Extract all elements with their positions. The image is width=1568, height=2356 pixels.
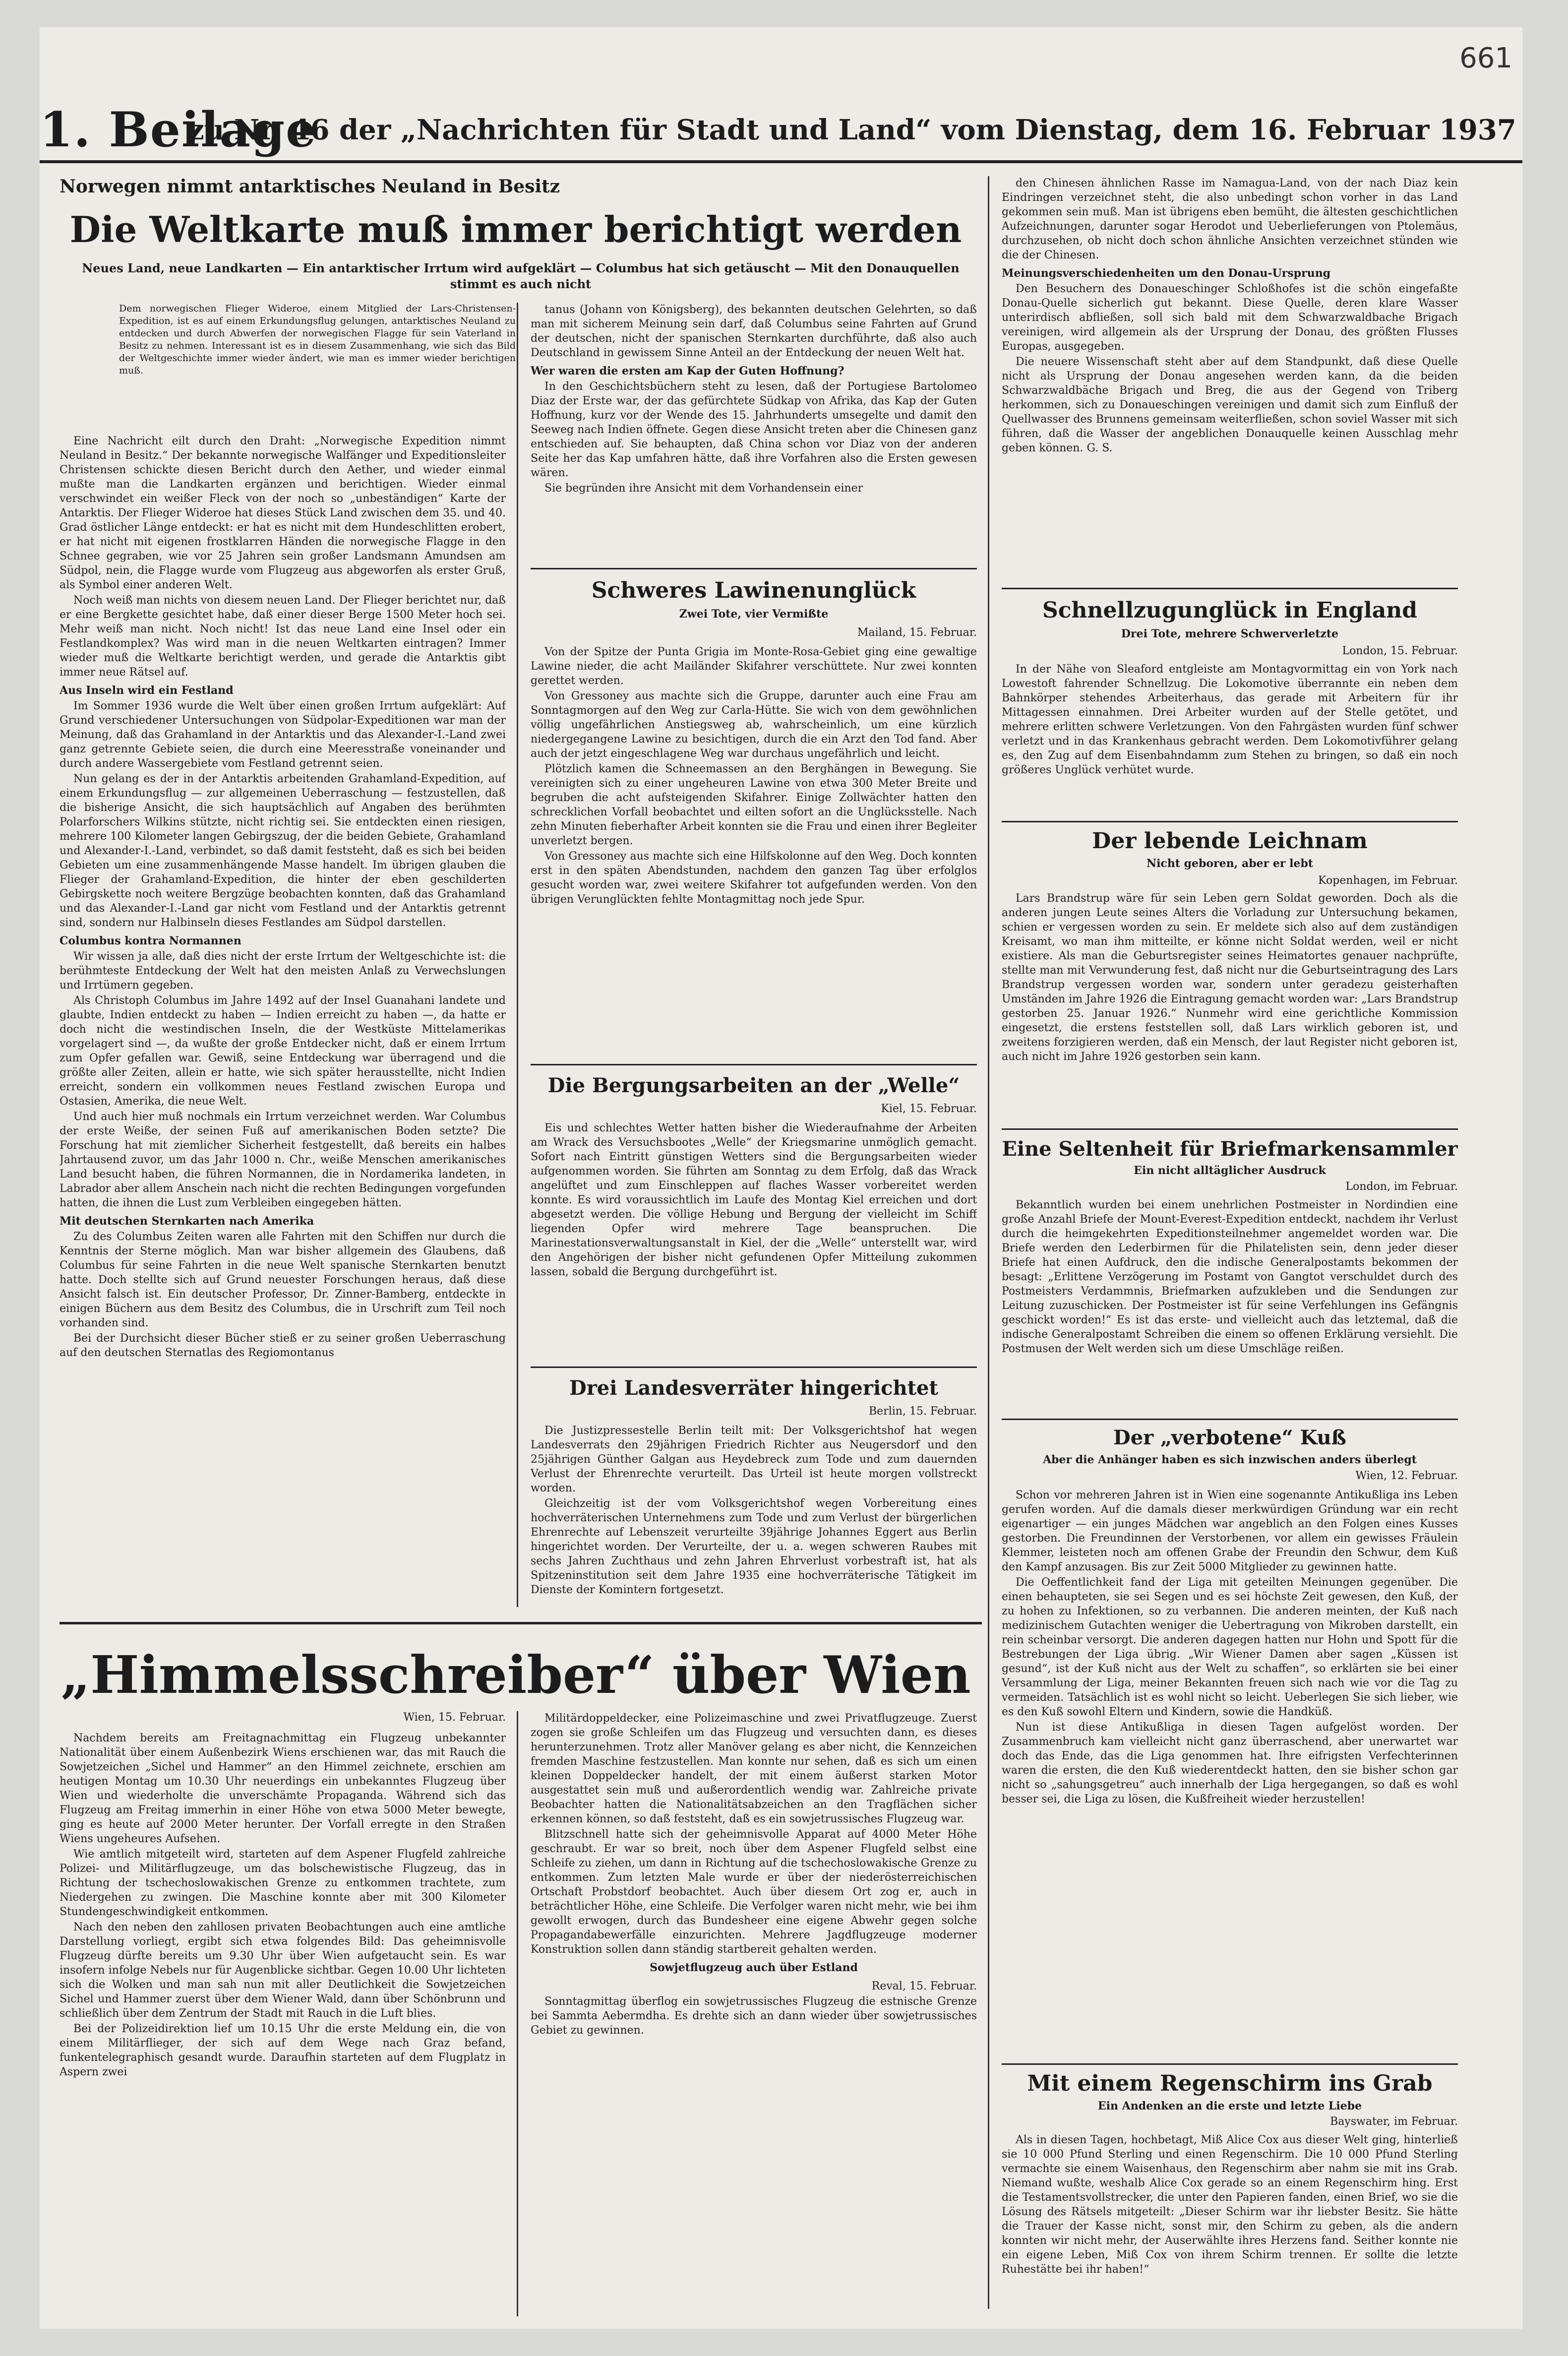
article9-headline: Mit einem Regenschirm ins Grab — [1027, 2071, 1433, 2096]
paragraph: Zu des Columbus Zeiten waren alle Fahrten mit den Schiffen nur durch die Kenntnis der Sterne möglich. Man war bisher allgemein des Glaubens, daß Columbus für seine Fahrten in die neue Welt spanische Sternkarten benutzt hatte. Doch stellte sich auf Grund neuester Forschungen heraus, daß diese Ansicht falsch ist. Ein deutscher Professor, Dr. Zinner-Bamberg, entdeckte in einigen Büchern aus dem Besitz des Columbus, die in Urschrift zum Teil noch vorhanden sind. — [60, 1231, 506, 1329]
paragraph: Eis und schlechtes Wetter hatten bisher die Wiederaufnahme der Arbeiten am Wrack des Versuchsbootes „Welle“ der Kriegsmarine unmöglich gemacht. Sofort nach Eintritt günstigen Wetters sind die Bergungsarbeiten wieder aufgenommen worden. Sie führten am Sonntag zu dem Erfolg, daß das Wrack angelüftet und zum Einschleppen auf flaches Wasser vorbereitet werden konnte. Es wird voraussichtlich im Laufe des Montag Kiel erreichen und dort abgesetzt werden. Die völlige Hebung und Bergung der vielleicht im Schiff liegenden Opfer wird mehrere Tage beanspruchen. Die Marinestationsverwaltungsanstalt in Kiel, der die „Welle“ unterstellt war, wird den Angehörigen der bisher nicht gefundenen Opfer Mitteilung zukommen lassen, sobald die Bergung durchgeführt ist. — [531, 1122, 977, 1278]
article3-headline: Die Bergungsarbeiten an der „Welle“ — [547, 1074, 960, 1097]
paragraph: Wir wissen ja alle, daß dies nicht der erste Irrtum der Weltgeschichte ist: die berühmteste Entdeckung der Welt hat den meisten Anlaß zu Verwechslungen und Irrtümern gegeben. — [60, 950, 506, 992]
article-separator — [1002, 1128, 1458, 1130]
article1-intro: Dem norwegischen Flieger Wideroe, einem Mitglied der Lars-Christensen-Expedition, ist es auf einem Erkundungsflug gelungen, antarktisches Neuland zu entdecken und durch Abwerfen der norwegischen Flagge für sein Vaterland in Besitz zu nehmen. Interessant ist es in diesem Zusammenhang, wie sich das Bild der Weltgeschichte immer wieder ändert, wie man es immer wieder berichtigen muß. — [119, 303, 516, 376]
article-separator — [531, 568, 977, 569]
paragraph: Reval, 15. Februar. — [871, 1980, 977, 1992]
paragraph: Die neuere Wissenschaft steht aber auf dem Standpunkt, daß diese Quelle nicht als Ursprung der Donau angesehen werden kann, da die beiden Schwarzwaldbäche Brigach und Breg, die aus der Gegend von Triberg herkommen, sich zu Donaueschingen vereinigen und damit sich zum Einfluß der Quellwasser des Brunnens gemeinsam weiterfließen, schon soviel Wasser mit sich führen, daß die Wasser der angeblichen Donauquelle keinen Ausschlag mehr geben können. G. S. — [1002, 356, 1458, 454]
paragraph: tanus (Johann von Königsberg), des bekannten deutschen Gelehrten, so daß man mit sicherem Meinung sein darf, daß Columbus seine Fahrten auf Grund der deutschen, nicht der spanischen Sternkarten durchführte, daß also auch Deutschland in gewissem Sinne Anteil an der Entdeckung der neuen Welt hat. — [531, 304, 977, 359]
article5-headline: Schnellzugunglück in England — [1042, 598, 1418, 623]
column-divider — [517, 1711, 518, 2316]
paragraph: Meinungsverschiedenheiten um den Donau-Ursprung — [1002, 267, 1331, 280]
article2-headline: Schweres Lawinenunglück — [591, 578, 916, 603]
article1-deck: Neues Land, neue Landkarten — Ein antarktischer Irrtum wird aufgeklärt — Columbus hat sich getäuscht — Mit den Donauquellen stimmt es auch nicht — [82, 261, 960, 291]
paragraph: Bei der Polizeidirektion lief um 10.15 Uhr die erste Meldung ein, die von einem Militärflieger, der sich auf dem Wege nach Graz befand, funkentelegraphisch gesandt wurde. Daraufhin starteten auf dem Flugplatz in Aspern zwei — [60, 2023, 506, 2078]
paragraph: Eine Nachricht eilt durch den Draht: „Norwegische Expedition nimmt Neuland in Besitz.“ Der bekannte norwegische Walfänger und Expeditionsleiter Christensen schickte diesen Bericht durch den Aether, und wieder einmal mußte man die Landkarten ergänzen und berichtigen. Wieder einmal verschwindet ein weißer Fleck von der noch so „unbeständigen“ Karte der Antarktis. Der Flieger Wideroe hat dieses Stück Land zwischen dem 35. und 40. Grad östlicher Länge entdeckt: er hat es nicht mit dem Hundeschlitten erobert, er hat nicht mit eigenen frostklarren Händen die norwegische Flagge in den Schnee gegraben, wie vor 25 Jahren sein großer Landsmann Amundsen am Südpol, nein, die Flagge wurde vom Flugzeug aus abgeworfen als erster Gruß, als Symbol einer anderen Welt. — [60, 435, 506, 591]
paragraph: Bei der Durchsicht dieser Bücher stieß er zu seiner großen Ueberraschung auf den deutschen Sternatlas des Regiomontanus — [60, 1332, 506, 1359]
article4-body — [531, 1424, 977, 1607]
paragraph: Von Gressoney aus machte sich eine Hilfskolonne auf den Weg. Doch konnten erst in den späten Abendstunden, nachdem den ganzen Tag über erfolglos gesucht worden war, zwei weitere Skifahrer tot aufgefunden werden. Von den übrigen Verunglückten fehlte Montagmittag noch jede Spur. — [531, 850, 977, 906]
article3-dateline: Kiel, 15. Februar. — [881, 1103, 977, 1115]
article10-dateline: Wien, 15. Februar. — [403, 1711, 506, 1724]
masthead-rule — [40, 160, 1522, 163]
paragraph: Sonntagmittag überflog ein sowjetrussisches Flugzeug die estnische Grenze bei Sammta Aebermdha. Es drehte sich an dann wieder über sowjetrussisches Gebiet zu gewinnen. — [531, 1995, 977, 2037]
paragraph: Nachdem bereits am Freitagnachmittag ein Flugzeug unbekannter Nationalität über einem Außenbezirk Wiens erschienen war, das mit Rauch die Sowjetzeichen „Sichel und Hammer“ an den Himmel zeichnete, erschien am heutigen Montag um 10.30 Uhr neuerdings ein unbekanntes Flugzeug über Wien und wiederholte die unverschämte Propaganda. Während sich das Flugzeug am Freitag immerhin in einer Höhe von etwa 5000 Meter bewegte, ging es heute auf 2000 Meter herunter. Der Vorfall erregte in den Straßen Wiens ungeheures Aufsehen. — [60, 1732, 506, 1845]
paragraph: Nun ist diese Antikußliga in diesen Tagen aufgelöst worden. Der Zusammenbruch kam vielleicht nicht ganz überraschend, aber unerwartet war doch das Ende, das die Liga genommen hat. Ihre eifrigsten Verfechterinnen waren die ersten, die den Kuß wiederentdeckt hatten, den sie bisher schon gar nicht so „sahungsgetreu“ auch innerhalb der Liga hergegangen, so daß es wohl besser sei, die Liga zu lösen, die Kußfreiheit wieder herzustellen! — [1002, 1721, 1458, 1805]
article9-body — [1002, 2133, 1458, 2316]
paragraph: den Chinesen ähnlichen Rasse im Namagua-Land, von der nach Diaz kein Eindringen verzeichnet steht, die also unbedingt schon vorher in das Land gekommen sein muß. Man ist übrigens eben bemüht, die ältesten geschichtlichen Aufzeichnungen, darunter sogar Herodot und Ueberlieferungen von Ptolemäus, durchzusehen, ob nicht doch schon ähnliche Ansichten verzeichnet stünden wie die der Chinesen. — [1002, 177, 1458, 261]
page-number: 661 — [1459, 42, 1512, 74]
paragraph: Mit deutschen Sternkarten nach Amerika — [60, 1215, 314, 1228]
paragraph: In den Geschichtsbüchern steht zu lesen, daß der Portugiese Bartolomeo Diaz der Erste war, der das gefürchtete Südkap von Afrika, das Kap der Guten Hoffnung, kurz vor der Wende des 15. Jahrhunderts umsegelte und damit den Seeweg nach Indien öffnete. Gegen diese Ansicht treten aber die Chinesen ganz entschieden auf. Sie behaupten, daß China schon vor Diaz von der anderen Seite her das Kap umfahren hätte, daß ihre Vorfahren also die Ersten gewesen wären. — [531, 380, 977, 479]
paragraph: Und auch hier muß nochmals ein Irrtum verzeichnet werden. War Columbus der erste Weiße, der seinen Fuß auf amerikanischen Boden setzte? Die Forschung hat mit ziemlicher Sicherheit festgestellt, daß bereits ein halbes Jahrtausend zuvor, um das Jahr 1000 n. Chr., weiße Menschen amerikanisches Land besucht haben, die führen Normannen, die in Nordamerika landeten, in Labrador aber allem Anschein nach nicht die rechten Bedingungen vorgefunden hatten, die ihnen die Lust zum Verbleiben eingegeben hätten. — [60, 1111, 506, 1209]
paragraph: Plötzlich kamen die Schneemassen an den Berghängen in Bewegung. Sie vereinigten sich zu einer ungeheuren Lawine von etwa 300 Meter Breite und begruben die acht aufsteigenden Skifahrer. Einige Zollwächter hatten den schrecklichen Vorfall beobachtet und eilten sofort an die Unglücksstelle. Nach zehn Minuten fieberhafter Arbeit konnten sie die Frau und einen ihrer Begleiter unverletzt bergen. — [531, 763, 977, 847]
article4-headline: Drei Landesverräter hingerichtet — [569, 1376, 938, 1400]
article6-subheadline: Nicht geboren, aber er lebt — [1146, 857, 1314, 870]
article-separator — [1002, 2063, 1458, 2065]
article-separator — [60, 1622, 982, 1624]
article1-kicker: Norwegen nimmt antarktisches Neuland in Besitz — [60, 176, 560, 197]
article6-dateline: Kopenhagen, im Februar. — [1318, 874, 1458, 887]
article10-headline: „Himmelsschreiber“ über Wien — [60, 1644, 971, 1705]
paragraph: Columbus kontra Normannen — [60, 934, 241, 947]
article8-headline: Der „verbotene“ Kuß — [1113, 1426, 1346, 1449]
masthead-beilage: 1. Beilage — [40, 102, 317, 158]
article8-subheadline: Aber die Anhänger haben es sich inzwischen anders überlegt — [1043, 1453, 1417, 1466]
article2-body — [531, 645, 977, 1056]
article10-column-1 — [60, 1731, 506, 2316]
article1-headline: Die Weltkarte muß immer berichtigt werden — [69, 208, 962, 250]
paragraph: Sie begründen ihre Ansicht mit dem Vorhandensein einer — [544, 482, 863, 495]
paragraph: Von der Spitze der Punta Grigia im Monte-Rosa-Gebiet ging eine gewaltige Lawine nieder, die acht Mailänder Skifahrer verschüttete. Nur zwei konnten gerettet werden. — [531, 646, 977, 687]
article-separator — [1002, 588, 1458, 589]
paragraph: Blitzschnell hatte sich der geheimnisvolle Apparat auf 4000 Meter Höhe geschraubt. Er war so breit, noch über dem Aspener Flugfeld selbst eine Schleife zu ziehen, um dann in Richtung auf die tschechoslowakische Grenze zu entkommen. Zum letzten Male wurde er über der niederösterreichischen Ortschaft Probstdorf beobachtet. Auch über diesem Ort zog er, auch in beträchtlicher Höhe, eine Schleife. Die Verfolger waren nicht mehr, wie bei ihm gewollt erwogen, durch das Bundesheer eine eigene Abwehr gegen solche Propagandabewerfälle einzurichten. Mehrere Jagdflugzeuge moderner Konstruktion sollen dann ständig startbereit gehalten werden. — [531, 1828, 977, 1956]
article3-body — [531, 1121, 977, 1359]
paragraph: Aus Inseln wird ein Festland — [60, 684, 234, 697]
article5-dateline: London, 15. Februar. — [1342, 645, 1458, 657]
article8-body — [1002, 1488, 1458, 2058]
paragraph: Von Gressoney aus machte sich die Gruppe, darunter auch eine Frau am Sonntagmorgen auf den Weg zur Carla-Hütte. Sie wich von dem gewöhnlichen völlig ungefährlichen Anstiegsweg ab, wahrscheinlich, um eine kürzlich niedergegangene Lawine zu besichtigen, durch die ein Arzt den Tod fand. Aber auch der jetzt eingeschlagene Weg war durchaus ungefährlich und leicht. — [531, 690, 977, 760]
paragraph: Sowjetflugzeug auch über Estland — [650, 1961, 858, 1974]
column-divider — [517, 303, 518, 1607]
article-separator — [531, 1064, 977, 1065]
paragraph: Schon vor mehreren Jahren ist in Wien eine sogenannte Antikußliga ins Leben gerufen worden. Auf die damals dieser merkwürdigen Gründung war ein recht eigenartiger — ein junges Mädchen war angeblich an den Folgen eines Kusses gestorben. Die Freundinnen der Verstorbenen, vor allem ein gewisses Fräulein Klemmer, leisteten noch am offenen Grabe der Freundin den Schwur, dem Kuß den Kampf anzusagen. Bis zur Zeit 5000 Mitglieder zu gewinnen hatte. — [1002, 1489, 1458, 1573]
article-separator — [1002, 821, 1458, 822]
article7-subheadline: Ein nicht alltäglicher Ausdruck — [1134, 1164, 1326, 1177]
paragraph: Wie amtlich mitgeteilt wird, starteten auf dem Aspener Flugfeld zahlreiche Polizei- und Militärflugzeuge, um das bolschewistische Flugzeug, das in Richtung der tschechoslowakischen Grenze zu entkommen trachtete, zum Niedergehen zu zwingen. Die Maschine konnte aber mit 300 Kilometer Stundengeschwindigkeit entkommen. — [60, 1848, 506, 1918]
article2-subheadline: Zwei Tote, vier Vermißte — [679, 608, 829, 620]
article1-column-2 — [531, 303, 977, 551]
column-divider — [988, 176, 989, 2309]
paragraph: Noch weiß man nichts von diesem neuen Land. Der Flieger berichtet nur, daß er eine Bergkette gesichtet habe, daß einer dieser Berge 1500 Meter hoch sei. Mehr weiß man nicht. Noch nicht! Ist das neue Land eine Insel oder ein Festlandkomplex? Was wird man in die neuen Weltkarten eintragen? Immer wieder muß die Weltkarte berichtigt werden, und gerade die Antarktis gibt immer neue Rätsel auf. — [60, 594, 506, 679]
paragraph: Den Besuchern des Donaueschinger Schloßhofes ist die schön eingefaßte Donau-Quelle sicherlich gut bekannt. Diese Quelle, deren klare Wasser unterirdisch abfließen, soll sich bald mit dem Schwarzwaldbache Brigach vereinigen, wird allgemein als der Ursprung der Donau, des größten Flusses Europas, ausgegeben. — [1002, 283, 1458, 353]
article6-headline: Der lebende Leichnam — [1092, 828, 1368, 854]
paragraph: Lars Brandstrup wäre für sein Leben gern Soldat geworden. Doch als die anderen jungen Leute seines Alters die Vorladung zur Untersuchung bekamen, schien er vergessen worden zu sein. Er meldete sich also auf dem zuständigen Kreisamt, wo man ihm mitteilte, er könne nicht Soldat werden, weil er nicht existiere. Als man die Geburtsregister seines Heimatortes genauer nachprüfte, stellte man mit Verwunderung fest, daß nicht nur die Geburtseintragung des Lars Brandstrup vergessen worden war, sondern unter geradezu geisterhaften Umständen im Jahre 1926 die Eintragung gemacht worden war: „Lars Brandstrup gestorben 25. Januar 1926.“ Nunmehr wird eine gerichtliche Kommission eingesetzt, die erstens feststellen soll, daß Lars wirklich geboren ist, und zweitens forzigieren werden, daß ein Mensch, der laut Register nicht geboren ist, auch nicht im Jahre 1926 gestorben sein kann. — [1002, 892, 1458, 1063]
article-separator — [1002, 1419, 1458, 1420]
paragraph: Militärdoppeldecker, eine Polizeimaschine und zwei Privatflugzeuge. Zuerst zogen sie große Schleifen um das Flugzeug und versuchten dann, es dieses herunterzunehmen. Trotz aller Manöver gelang es aber nicht, die Kennzeichen fremden Maschine festzustellen. Man konnte nur sehen, daß es sich um einen kleinen Doppeldecker handelt, der mit einem äußerst starken Motor ausgestattet sein muß und außerordentlich wendig war. Zahlreiche private Beobachter hatten die Nationalitätsabzeichen an den Tragflächen sicher erkennen können, so daß feststeht, daß es ein sowjetrussisches Flugzeug war. — [531, 1712, 977, 1825]
article9-subheadline: Ein Andenken an die erste und letzte Liebe — [1097, 2100, 1362, 2112]
article10-column-2 — [531, 1711, 977, 2316]
article7-dateline: London, im Februar. — [1345, 1180, 1458, 1193]
article7-body — [1002, 1198, 1458, 1416]
article4-dateline: Berlin, 15. Februar. — [869, 1405, 977, 1418]
newspaper-page — [40, 27, 1522, 2329]
masthead — [40, 102, 1522, 156]
paragraph: Die Oeffentlichkeit fand der Liga mit geteilten Meinungen gegenüber. Die einen behaupteten, sie sei Segen und es sei höchste Zeit gewesen, den Kuß, der zu hohen zu Infektionen, so zu verbannen. Die anderen meinten, der Kuß nach medizinischem Gutachten weniger die Uebertragung von Mikroben darstellt, ein rein scheinbar versorgt. Die anderen dagegen hatten nur Hohn und Spott für die Bestrebungen der Liga übrig. „Wir Wiener Damen aber sagen „Küssen ist gesund“, ist der Kuß nicht aus der Welt zu schaffen“, so erklärten sie bei einer Versammlung der Liga, meiner Bekannten freuen sich nach wie vor die Tag zu vermeiden. Tatsächlich ist es wohl nicht so leicht. Ueberlegen Sie sich lieber, wie es den Kuß sowohl Eltern und Kindern, sowie die Handküß. — [1002, 1576, 1458, 1718]
article1-column-3 — [1002, 176, 1458, 603]
article7-headline: Eine Seltenheit für Briefmarkensammler — [1002, 1137, 1458, 1161]
article5-body — [1002, 662, 1458, 816]
paragraph: Im Sommer 1936 wurde die Welt über einen großen Irrtum aufgeklärt: Auf Grund verschiedener Untersuchungen von Südpolar-Expeditionen war man der Meinung, daß das Grahamland in der Antarktis und das Alexander-I.-Land zwei ganz getrennte Gebiete seien, die durch eine Meeresstraße voneinander und durch andere Wassergebiete vom Festland getrennt seien. — [60, 700, 506, 770]
article1-column-1 — [60, 434, 506, 1605]
paragraph: In der Nähe von Sleaford entgleiste am Montagvormittag ein von York nach Lowestoft fahrender Schnellzug. Die Lokomotive überrannte ein neben dem Bahnkörper stehendes Arbeiterhaus, das gerade mit Arbeitern für ihr Mittagessen einnahmen. Drei Arbeiter wurden auf der Stelle getötet, und mehrere erlitten schwere Verletzungen. Von den Fahrgästen wurden fünf schwer verletzt und in das Krankenhaus gebracht werden. Dem Lokomotivführer gelang es, den Zug auf dem Eisenbahndamm zum Stehen zu bringen, so daß ein noch größeres Unglück verhütet wurde. — [1002, 663, 1458, 776]
article5-subheadline: Drei Tote, mehrere Schwerverletzte — [1121, 627, 1339, 640]
article6-body — [1002, 891, 1458, 1124]
paragraph: Als Christoph Columbus im Jahre 1492 auf der Insel Guanahani landete und glaubte, Indien entdeckt zu haben — Indien erreicht zu haben —, da hatte er doch nicht die westindischen Inseln, die der Westküste Mittelamerikas vorgelagert sind —, da wußte der große Entdecker nicht, daß er einem Irrtum zum Opfer gefallen war. Gewiß, seine Entdeckung war überragend und die größte aller Zeiten, allein er hatte, wie sich später herausstellte, nicht Indien erreicht, sondern ein vollkommen neues Festland zwischen Europa und Ostasien, Amerika, die neue Welt. — [60, 994, 506, 1108]
paragraph: Nun gelang es der in der Antarktis arbeitenden Grahamland-Expedition, auf einem Erkundungsflug — zur allgemeinen Ueberraschung — festzustellen, daß die bisherige Ansicht, die sich hauptsächlich auf Angaben des berühmten Polarforschers Wilkins stützte, nicht richtig sei. Sie entdeckten einen riesigen, mehrere 100 Kilometer langen Gebirgszug, der die beiden Gebiete, Grahamland und Alexander-I.-Land, verbindet, so daß damit feststeht, daß es sich bei beiden Gebieten um eine zusammenhängende Masse handelt. Im übrigen glauben die Flieger der Grahamland-Expedition, die hinter der eben geschilderten Gebirgskette noch weitere Bergzüge beobachten konnten, daß das Grahamland und das Alexander-I.-Land gar nicht vom Festland und der Antarktis getrennt sind, sondern nur Halbinseln dieses Festlandes am Südpol darstellen. — [60, 773, 506, 929]
paragraph: Gleichzeitig ist der vom Volksgerichtshof wegen Vorbereitung eines hochverräterischen Unternehmens zum Tode und zum Verlust der bürgerlichen Ehrenrechte auf Lebenszeit verurteilte 39jährige Johannes Eggert aus Berlin hingerichtet worden. Der Verurteilte, der u. a. wegen schweren Raubes mit sechs Jahren Zuchthaus und zehn Jahren Ehrverlust vorbestraft ist, hat als Spitzeninstitution seit dem Jahre 1935 eine hochverräterische Tätigkeit im Dienste der Komintern fortgesetzt. — [531, 1497, 977, 1596]
paragraph: Bekanntlich wurden bei einem unehrlichen Postmeister in Nordindien eine große Anzahl Briefe der Mount-Everest-Expedition entdeckt, nachdem ihr Verlust durch die heimgekehrten Expeditionsteilnehmer angemeldet worden war. Die Briefe werden den Lederbirmen für die Philatelisten sein, denn jeder dieser Briefe hat einen Aufdruck, den die indische Generalpostamts bekommen der besagt: „Erlittene Verzögerung im Postamt von Gangtot verschuldet durch des Postmeisters Verdammnis, Briefmarken aufzukleben und die Sendungen zur Leitung zuzuschicken. Der Postmeister ist für seine Verfehlungen ins Gefängnis geschickt worden!“ Es ist das erste- und vielleicht auch das letztemal, daß die indische Generalpostamt Schreiben die einem so offenen Erklärung versiehlt. Die Postmusen der Welt werden sich um diese Umschläge reißen. — [1002, 1199, 1458, 1355]
article-separator — [531, 1366, 977, 1368]
article9-dateline: Bayswater, im Februar. — [1330, 2115, 1458, 2128]
masthead-title: zu Nr. 46 der „Nachrichten für Stadt und Land“ vom Dienstag, dem 16. Februar 1937 — [188, 114, 1516, 146]
article8-dateline: Wien, 12. Februar. — [1355, 1470, 1458, 1482]
article2-dateline: Mailand, 15. Februar. — [857, 626, 977, 639]
paragraph: Nach den neben den zahllosen privaten Beobachtungen auch eine amtliche Darstellung vorliegt, ergibt sich etwa folgendes Bild: Das geheimnisvolle Flugzeug dürfte bereits um 9.30 Uhr über Wien aufgetaucht sein. Es war insofern infolge Nebels nur für Augenblicke sichtbar. Gegen 10.00 Uhr lichteten sich die Wolken und man sah nun mit aller Deutlichkeit die Sowjetzeichen Sichel und Hammer zuerst über dem Wiener Wald, dann über Schönbrunn und schließlich über dem Zentrum der Stadt mit Rauch in die Luft blies. — [60, 1921, 506, 2020]
paragraph: Die Justizpressestelle Berlin teilt mit: Der Volksgerichtshof hat wegen Landesverrats den 29jährigen Friedrich Richter aus Neugersdorf und den 25jährigen Günther Galgan aus Heydebreck zum Tode und zum dauernden Verlust der Ehrenrechte verurteilt. Das Urteil ist heute morgen vollstreckt worden. — [531, 1425, 977, 1494]
paragraph: Als in diesen Tagen, hochbetagt, Miß Alice Cox aus dieser Welt ging, hinterließ sie 10 000 Pfund Sterling und einen Regenschirm. Die 10 000 Pfund Sterling vermachte sie einem Waisenhaus, den Regenschirm aber nahm sie mit ins Grab. Niemand wußte, weshalb Alice Cox gerade so an einem Regenschirm hing. Erst die Testamentsvollstrecker, die unter den Papieren fanden, einen Brief, wo sie die Lösung des Rätsels mitgeteilt: „Dieser Schirm war ihr liebster Besitz. Sie hätte die Trauer der Kasse nicht, sonst mir, den Schirm zu geben, als die andern konnten wir nicht mehr, der Auserwählte ihres Herzens fand. Seither konnte nie ein eigene Leben, Miß Cox von ihrem Schirm trennen. Er sollte die letzte Ruhestätte bei ihr haben!“ — [1002, 2134, 1458, 2276]
paragraph: Wer waren die ersten am Kap der Guten Hoffnung? — [531, 365, 844, 377]
